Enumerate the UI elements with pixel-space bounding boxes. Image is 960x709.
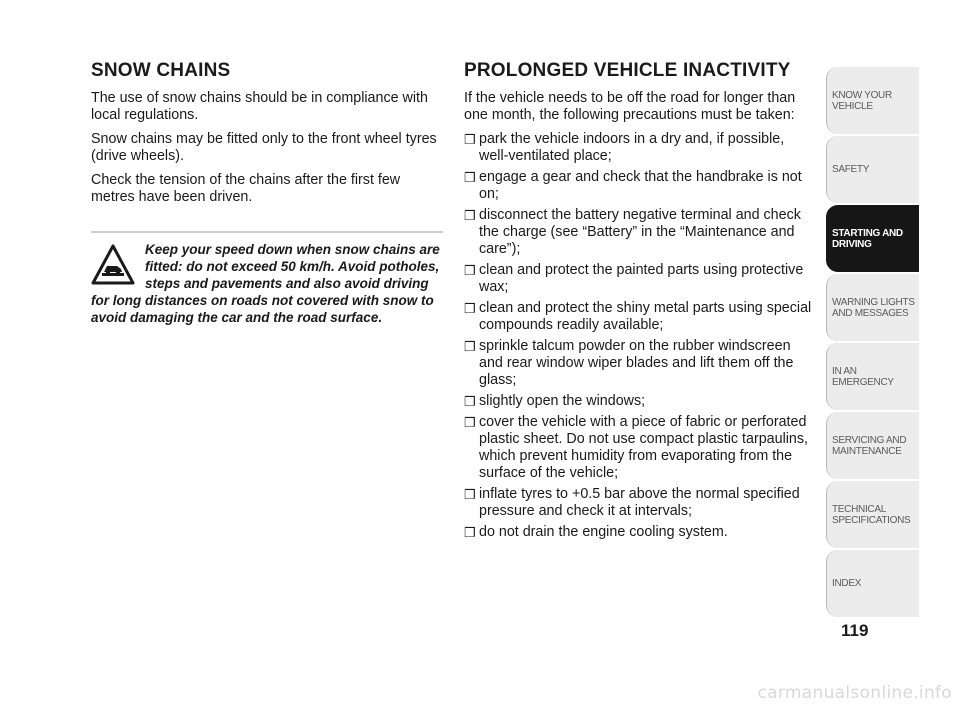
list-item-text: clean and protect the painted parts using protective wax; <box>479 262 804 295</box>
tab-label: WARNING LIGHTS AND MESSAGES <box>832 296 915 319</box>
checkbox-icon: ❒ <box>464 208 476 223</box>
list-item <box>464 262 816 296</box>
list-item-text: park the vehicle indoors in a dry and, if possible, well-ventilated place; <box>479 131 785 164</box>
chapter-tabs <box>826 67 919 619</box>
warning-triangle-icon <box>91 243 135 287</box>
list-item <box>464 393 816 410</box>
list-item-text: cover the vehicle with a piece of fabric or perforated plastic sheet. Do not use compact plastic tarpaulins, which prevent humidity from evaporating from the surface of the vehicle; <box>479 414 808 481</box>
snow-chains-paragraph: Check the tension of the chains after the first few metres have been driven. <box>91 172 401 205</box>
inactivity-title: PROLONGED VEHICLE INACTIVITY <box>464 60 791 81</box>
tab-servicing-and-maintenance[interactable] <box>826 412 919 479</box>
snow-chains-warning <box>91 231 443 326</box>
tab-label: SERVICING AND MAINTENANCE <box>832 434 907 457</box>
tab-label: IN AN EMERGENCY <box>832 365 894 388</box>
tab-technical-specifications[interactable] <box>826 481 919 548</box>
snow-chains-section <box>91 60 443 326</box>
tab-label: TECHNICAL SPECIFICATIONS <box>832 503 911 526</box>
list-item-text: do not drain the engine cooling system. <box>479 524 728 540</box>
list-item-text: disconnect the battery negative terminal and check the charge (see “Battery” in the “Maintenance and care”); <box>479 207 801 257</box>
watermark: carmanualsonline.info <box>757 683 952 703</box>
list-item-text: engage a gear and check that the handbrake is not on; <box>479 169 802 202</box>
list-item-text: inflate tyres to +0.5 bar above the normal specified pressure and check it at intervals; <box>479 486 800 519</box>
tab-index[interactable] <box>826 550 919 617</box>
warning-text: Keep your speed down when snow chains are fitted: do not exceed 50 km/h. Avoid potholes, steps and pavements and also avoid driving for long distances on roads not covered with snow to avoid damaging the car and the road surface. <box>91 242 440 325</box>
list-item <box>464 414 816 482</box>
tab-label: KNOW YOUR VEHICLE <box>832 89 892 112</box>
snow-chains-paragraph: The use of snow chains should be in compliance with local regulations. <box>91 90 428 123</box>
tab-in-an-emergency[interactable] <box>826 343 919 410</box>
checkbox-icon: ❒ <box>464 525 476 540</box>
checkbox-icon: ❒ <box>464 263 476 278</box>
checkbox-icon: ❒ <box>464 394 476 409</box>
list-item-text: clean and protect the shiny metal parts using special compounds readily available; <box>479 300 812 333</box>
precaution-list <box>464 131 816 541</box>
inactivity-intro: If the vehicle needs to be off the road for longer than one month, the following precautions must be taken: <box>464 90 796 123</box>
snow-chains-title: SNOW CHAINS <box>91 60 231 81</box>
inactivity-section <box>464 60 816 545</box>
checkbox-icon: ❒ <box>464 170 476 185</box>
checkbox-icon: ❒ <box>464 132 476 147</box>
list-item <box>464 300 816 334</box>
list-item <box>464 524 816 541</box>
tab-know-your-vehicle[interactable] <box>826 67 919 134</box>
snow-chains-paragraph: Snow chains may be fitted only to the front wheel tyres (drive wheels). <box>91 131 437 164</box>
list-item <box>464 131 816 165</box>
list-item <box>464 169 816 203</box>
checkbox-icon: ❒ <box>464 415 476 430</box>
list-item-text: slightly open the windows; <box>479 393 646 409</box>
list-item <box>464 486 816 520</box>
tab-safety[interactable] <box>826 136 919 203</box>
list-item <box>464 338 816 389</box>
tab-label: SAFETY <box>832 164 870 175</box>
checkbox-icon: ❒ <box>464 487 476 502</box>
tab-label: INDEX <box>832 578 862 589</box>
checkbox-icon: ❒ <box>464 301 476 316</box>
list-item <box>464 207 816 258</box>
tab-label: STARTING AND DRIVING <box>832 227 903 250</box>
page-number: 119 <box>841 621 869 640</box>
tab-starting-and-driving[interactable] <box>826 205 919 272</box>
list-item-text: sprinkle talcum powder on the rubber windscreen and rear window wiper blades and lift them off the glass; <box>479 338 794 388</box>
tab-warning-lights-and-messages[interactable] <box>826 274 919 341</box>
checkbox-icon: ❒ <box>464 339 476 354</box>
